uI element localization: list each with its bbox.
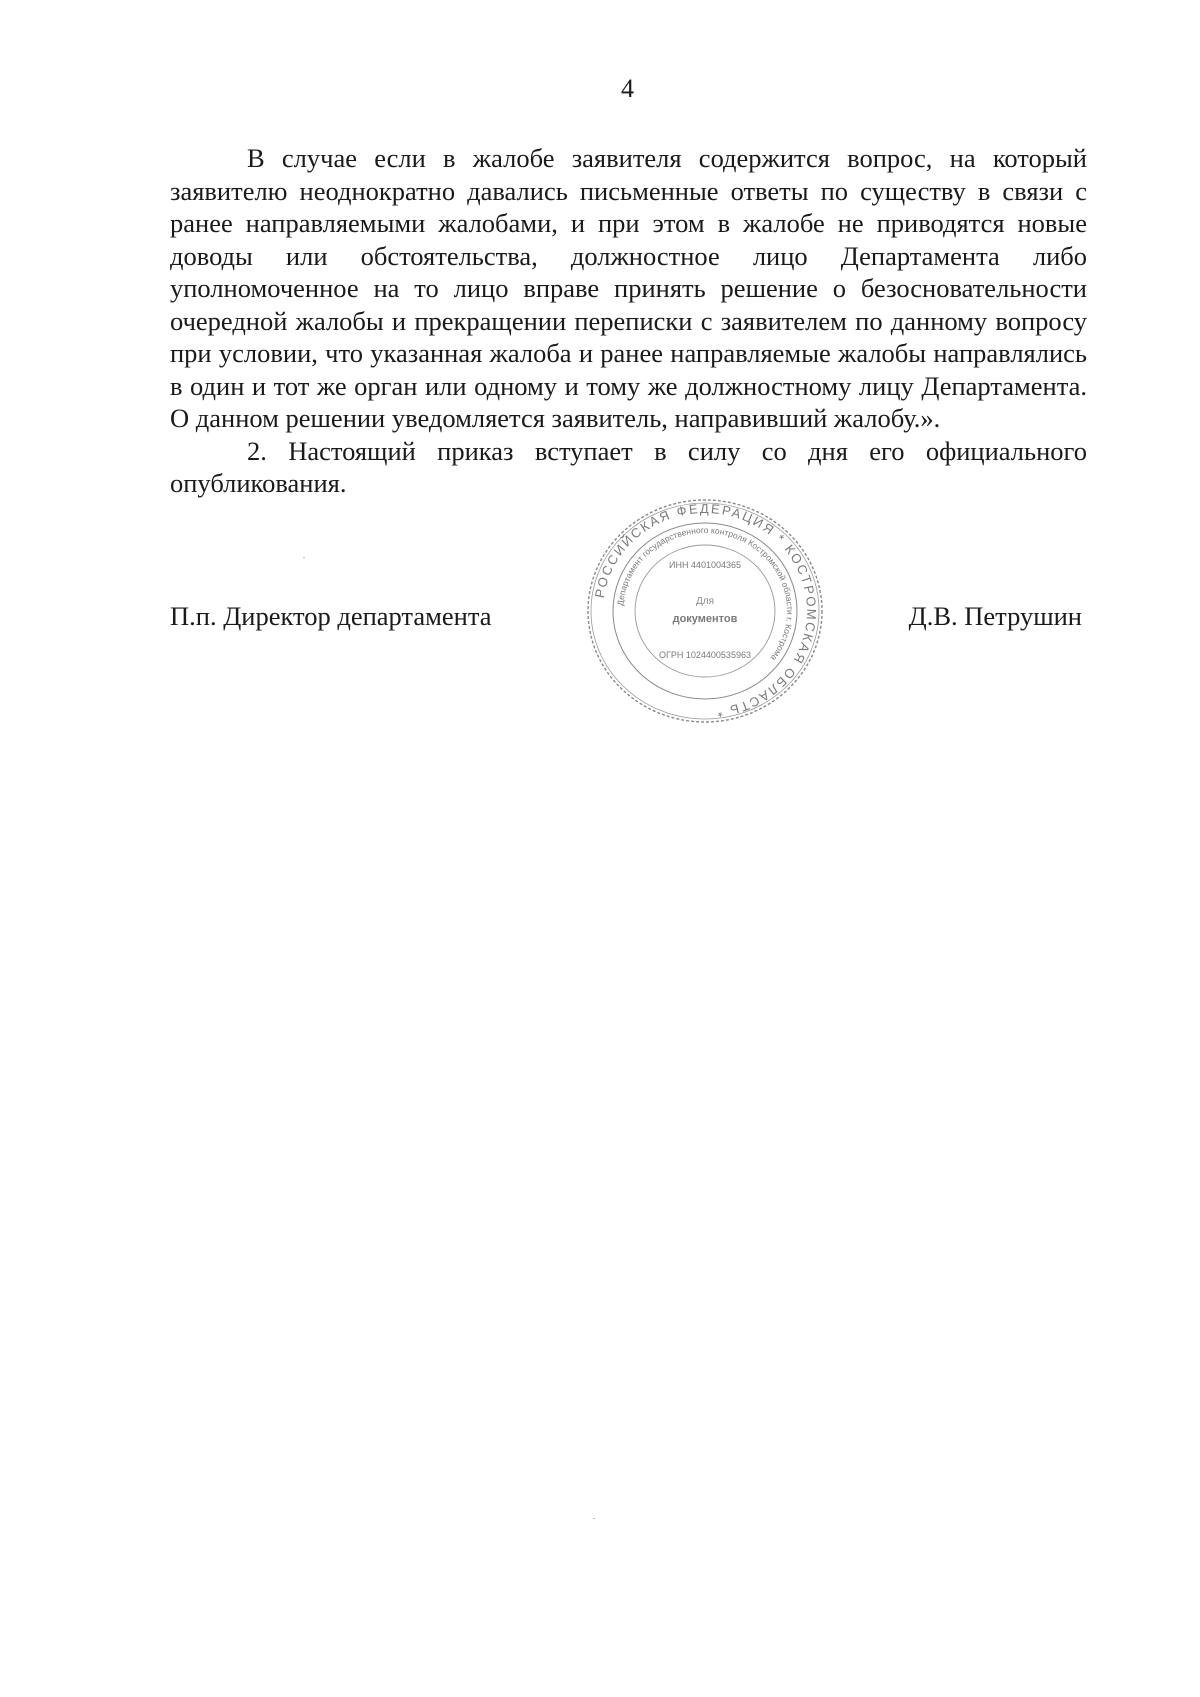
seal-inner-text-path: Департамент государственного контроля Костромской области г. Кострома bbox=[615, 524, 796, 663]
scan-speck bbox=[593, 1518, 595, 1519]
seal-center-line-1: Для bbox=[695, 596, 715, 607]
seal-inner-text bbox=[615, 525, 795, 663]
seal-center-line-2: документов bbox=[672, 613, 738, 625]
paragraph-complaint-rules: В случае если в жалобе заявителя содержится вопрос, на который заявителю неоднократно давались письменные ответы по существу в связи с ранее направляемыми жалобами, и при этом в жалобе не приводятся новые доводы или обстоятельства, должностное лицо Департамента либо уполномоченное на то лицо вправе принять решение о безосновательности очередной жалобы и прекращении переписки с заявителем по данному вопросу при условии, что указанная жалоба и ранее направляемые жалобы направлялись в один и тот же орган или одному и тому же должностному лицу Департамента. О данном решении уведомляется заявитель, направивший жалобу.». bbox=[170, 143, 1087, 433]
paragraph-effective-date: 2. Настоящий приказ вступает в силу со дня его официального опубликования. bbox=[170, 435, 1087, 498]
signatory-position: П.п. Директор департамента bbox=[170, 601, 492, 631]
signatory-name: Д.В. Петрушин bbox=[908, 601, 1082, 631]
seal-inn: ИНН 4401004365 bbox=[668, 560, 742, 570]
official-seal bbox=[584, 496, 826, 726]
page-number: 4 bbox=[621, 74, 634, 103]
scan-speck bbox=[303, 557, 305, 558]
seal-graphic bbox=[584, 496, 826, 726]
seal-outer-text-path: РОССИЙСКАЯ ФЕДЕРАЦИЯ * КОСТРОМСКАЯ ОБЛАСТЬ * bbox=[591, 500, 820, 721]
seal-ogrn: ОГРН 1024400535963 bbox=[659, 650, 751, 660]
document-body bbox=[170, 142, 1087, 500]
seal-middle-ring bbox=[613, 523, 797, 699]
